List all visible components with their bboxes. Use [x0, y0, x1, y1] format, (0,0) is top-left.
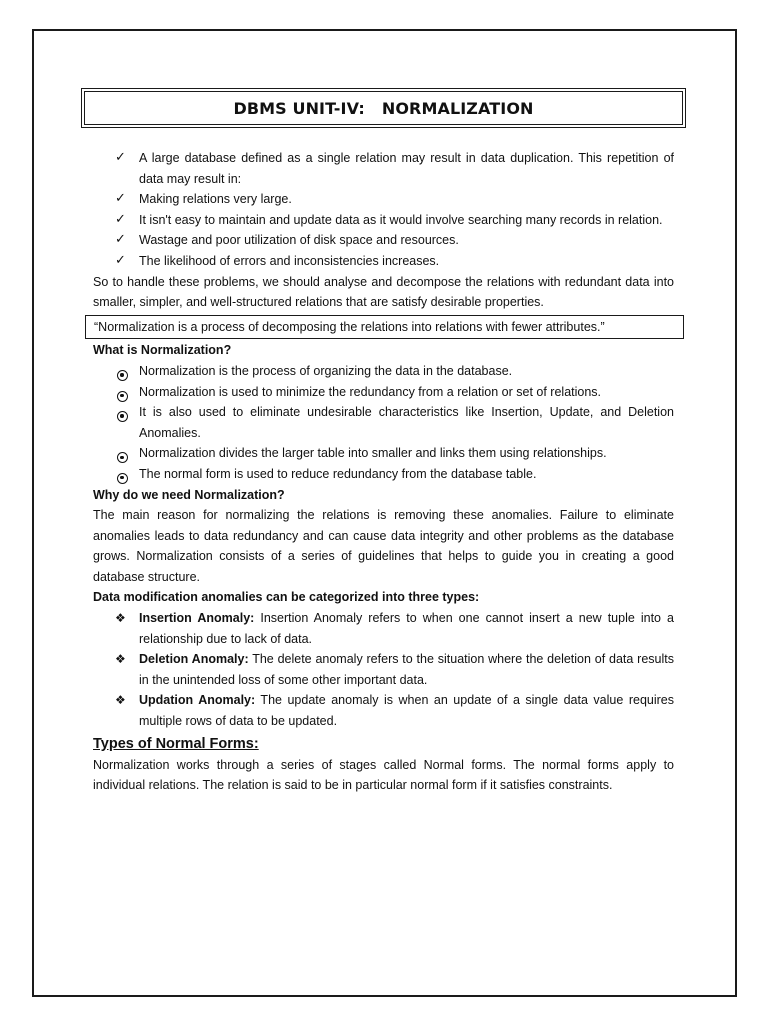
checkmark-icon: ✓: [115, 252, 126, 268]
title-inner-frame: [84, 91, 683, 125]
problem-item: [93, 230, 674, 251]
anomaly-name: Deletion Anomaly:: [139, 652, 249, 667]
what-text: Normalization divides the larger table into smaller and links them using relationships.: [139, 446, 607, 461]
problem-item: [93, 189, 674, 210]
anomaly-text: Insertion Anomaly refers to when one cannot insert a new tuple into a relationship due to lack of data.: [139, 611, 674, 646]
anomaly-text: The update anomaly is when an update of a single data value requires multiple rows of data to be updated.: [139, 693, 674, 729]
what-item: [93, 382, 674, 403]
diamond-bullet-icon: ❖: [115, 652, 126, 667]
types-heading: [93, 733, 674, 755]
diamond-bullet-icon: ❖: [115, 611, 126, 626]
circle-bullet-icon: [117, 470, 128, 491]
title-box: [81, 88, 686, 128]
what-item: [93, 361, 674, 382]
anomaly-text: The delete anomaly refers to the situation where the deletion of data results in the unintended loss of some other important data.: [139, 652, 674, 687]
what-list: [93, 361, 674, 485]
why-paragraph: The main reason for normalizing the relations is removing these anomalies. Failure to eliminate anomalies leads to data redundancy and can cause data integrity and other problems as the database grows. Normalization consists of a series of guidelines that helps to guide you in creating a good database structure.: [93, 508, 674, 584]
problem-text: A large database defined as a single relation may result in data duplication. This repetition of data may result in:: [139, 151, 674, 186]
anomaly-name: Insertion Anomaly:: [139, 611, 255, 626]
anomalies-heading: Data modification anomalies can be categorized into three types:: [93, 590, 480, 605]
document-body: [93, 148, 674, 796]
problem-item: [93, 148, 674, 189]
anomaly-item: [93, 608, 674, 649]
why-heading: Why do we need Normalization?: [93, 487, 285, 502]
anomaly-item: [93, 690, 674, 731]
problem-list: [93, 148, 674, 272]
anomaly-list: [93, 608, 674, 732]
what-item: [93, 464, 674, 485]
checkmark-icon: ✓: [115, 150, 126, 165]
problem-item: [93, 251, 674, 272]
what-text: Normalization is the process of organizing the data in the database.: [139, 363, 513, 378]
circle-bullet-icon: [117, 408, 128, 429]
what-text: It is also used to eliminate undesirable characteristics like Insertion, Update, and Deletion Anomalies.: [139, 405, 674, 440]
what-heading: What is Normalization?: [93, 343, 232, 358]
handle-paragraph: So to handle these problems, we should analyse and decompose the relations with redundant data into smaller, simpler, and well-structured relations that are satisfy desirable properties.: [93, 274, 674, 310]
page-title: DBMS UNIT-IV: NORMALIZATION: [233, 98, 534, 118]
problem-text: The likelihood of errors and inconsistencies increases.: [139, 253, 440, 268]
anomaly-item: [93, 649, 674, 690]
definition-quote: “Normalization is a process of decomposing the relations into relations with fewer attributes.”: [85, 315, 684, 340]
checkmark-icon: ✓: [115, 232, 126, 248]
what-item: [93, 402, 674, 443]
what-text: Normalization is used to minimize the redundancy from a relation or set of relations.: [139, 384, 602, 399]
what-text: The normal form is used to reduce redundancy from the database table.: [139, 466, 537, 481]
types-paragraph: Normalization works through a series of stages called Normal forms. The normal forms apply to individual relations. The relation is said to be in particular normal form if it satisfies constraints.: [93, 757, 674, 793]
diamond-bullet-icon: ❖: [115, 693, 126, 708]
problem-text: It isn't easy to maintain and update data as it would involve searching many records in relation.: [139, 212, 663, 227]
types-heading-text: Types of Normal Forms:: [93, 735, 259, 752]
checkmark-icon: ✓: [115, 191, 126, 207]
problem-item: [93, 210, 674, 231]
problem-text: Making relations very large.: [139, 192, 292, 207]
anomaly-name: Updation Anomaly:: [139, 693, 256, 708]
what-item: [93, 443, 674, 464]
checkmark-icon: ✓: [115, 211, 126, 227]
problem-text: Wastage and poor utilization of disk space and resources.: [139, 233, 459, 248]
